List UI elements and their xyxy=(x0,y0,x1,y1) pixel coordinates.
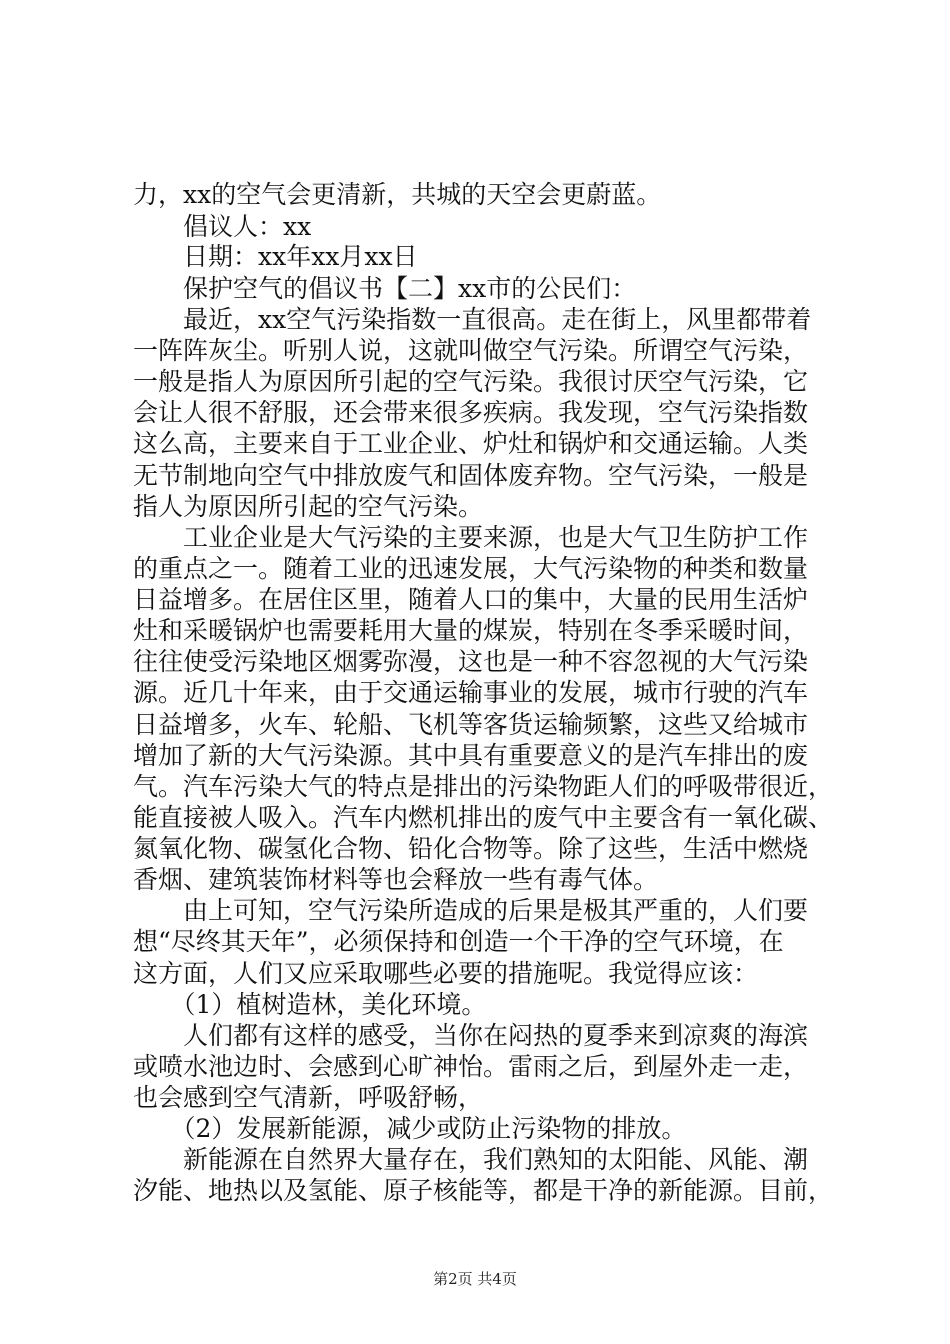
text-line: 指人为原因所引起的空气污染。 xyxy=(133,492,484,521)
text-line: 无节制地向空气中排放废气和固体废弃物。空气污染，一般是 xyxy=(133,461,809,490)
text-line: 一般是指人为原因所引起的空气污染。我很讨厌空气污染，它 xyxy=(133,367,809,396)
text-line: 日益增多。在居住区里，随着人口的集中，大量的民用生活炉 xyxy=(133,585,809,614)
page-number: 第2页 共4页 xyxy=(433,1270,517,1288)
text-line: 人们都有这样的感受，当你在闷热的夏季来到凉爽的海滨 xyxy=(133,1021,809,1050)
text-line: 能直接被人吸入。汽车内燃机排出的废气中主要含有一氧化碳、 xyxy=(133,803,834,832)
text-line: 力，xx的空气会更清新，共城的天空会更蔚蓝。 xyxy=(133,180,662,209)
text-line: （2）发展新能源，减少或防止污染物的排放。 xyxy=(133,1114,687,1143)
text-line: 新能源在自然界大量存在，我们熟知的太阳能、风能、潮 xyxy=(133,1145,809,1174)
text-line: 的重点之一。随着工业的迅速发展，大气污染物的种类和数量 xyxy=(133,554,809,583)
text-line: 最近，xx空气污染指数一直很高。走在街上，风里都带着 xyxy=(133,305,812,334)
text-line: 氮氧化物、碳氢化合物、铅化合物等。除了这些，生活中燃烧 xyxy=(133,834,809,863)
text-line: 想“尽终其天年”，必须保持和创造一个干净的空气环境，在 xyxy=(133,927,784,956)
text-line: 保护空气的倡议书【二】xx市的公民们： xyxy=(133,274,637,303)
text-line: 香烟、建筑装饰材料等也会释放一些有毒气体。 xyxy=(133,865,659,894)
text-line: 一阵阵灰尘。听别人说，这就叫做空气污染。所谓空气污染， xyxy=(133,336,809,365)
text-line: 往往使受污染地区烟雾弥漫，这也是一种不容忽视的大气污染 xyxy=(133,647,809,676)
text-line: 也会感到空气清新，呼吸舒畅， xyxy=(133,1083,484,1112)
text-line: 灶和采暖锅炉也需要耗用大量的煤炭，特别在冬季采暖时间， xyxy=(133,616,809,645)
text-line: 会让人很不舒服，还会带来很多疾病。我发现，空气污染指数 xyxy=(133,398,809,427)
text-line: 这方面，人们又应采取哪些必要的措施呢。我觉得应该： xyxy=(133,959,759,988)
text-line: 日期：xx年xx月xx日 xyxy=(133,242,418,271)
text-line: 气。汽车污染大气的特点是排出的污染物距人们的呼吸带很近， xyxy=(133,772,834,801)
text-line: 或喷水池边时、会感到心旷神怡。雷雨之后，到屋外走一走， xyxy=(133,1052,809,1081)
text-line: 汐能、地热以及氢能、原子核能等，都是干净的新能源。目前， xyxy=(133,1176,834,1205)
text-line: 增加了新的大气污染源。其中具有重要意义的是汽车排出的废 xyxy=(133,741,809,770)
text-line: 源。近几十年来，由于交通运输事业的发展，城市行驶的汽车 xyxy=(133,678,809,707)
text-line: 工业企业是大气污染的主要来源，也是大气卫生防护工作 xyxy=(133,523,809,552)
text-line: 由上可知，空气污染所造成的后果是极其严重的，人们要 xyxy=(133,896,809,925)
text-line: （1）植树造林，美化环境。 xyxy=(133,990,487,1019)
text-line: 倡议人：xx xyxy=(133,212,312,241)
text-line: 这么高，主要来自于工业企业、炉灶和锅炉和交通运输。人类 xyxy=(133,429,809,458)
text-line: 日益增多，火车、轮船、飞机等客货运输频繁，这些又给城市 xyxy=(133,710,809,739)
